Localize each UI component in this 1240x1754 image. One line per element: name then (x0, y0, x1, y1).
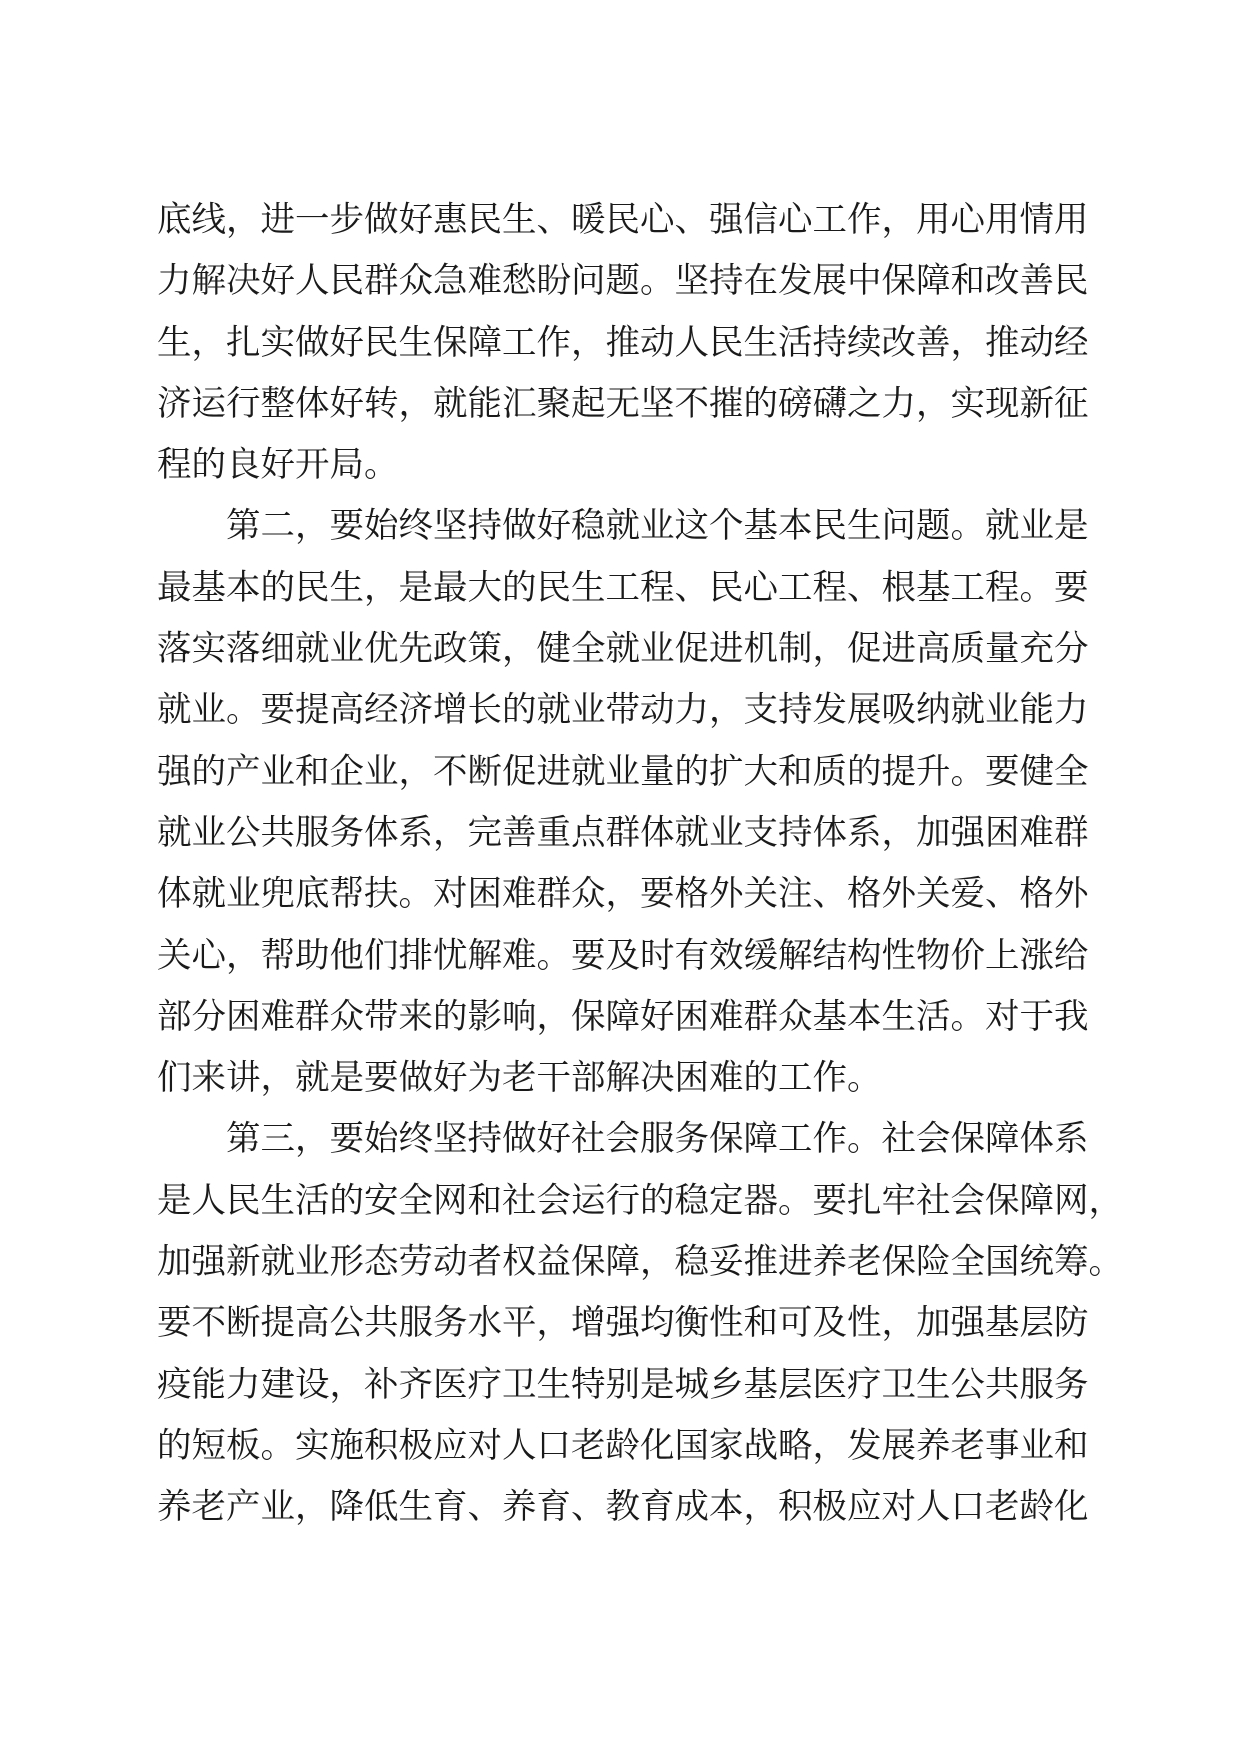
body-text (157, 190, 1123, 1539)
text-line: 加强新就业形态劳动者权益保障，稳妥推进养老保险全国统筹。 (157, 1242, 1123, 1283)
text-line: 养老产业，降低生育、养育、教育成本，积极应对人口老龄化 (157, 1487, 1089, 1528)
text-line: 疫能力建设，补齐医疗卫生特别是城乡基层医疗卫生公共服务 (157, 1364, 1089, 1405)
text-line: 的短板。实施积极应对人口老龄化国家战略，发展养老事业和 (157, 1425, 1089, 1466)
text-line: 部分困难群众带来的影响，保障好困难群众基本生活。对于我 (157, 996, 1089, 1037)
text-line: 生，扎实做好民生保障工作，推动人民生活持续改善，推动经 (157, 322, 1089, 363)
paragraph-start-line: 第三，要始终坚持做好社会服务保障工作。社会保障体系 (226, 1119, 1089, 1160)
text-line: 落实落细就业优先政策，健全就业促进机制，促进高质量充分 (157, 629, 1089, 670)
text-line: 是人民生活的安全网和社会运行的稳定器。要扎牢社会保障网， (157, 1180, 1123, 1221)
text-line: 就业公共服务体系，完善重点群体就业支持体系，加强困难群 (157, 812, 1089, 853)
text-line: 济运行整体好转，就能汇聚起无坚不摧的磅礴之力，实现新征 (157, 383, 1089, 424)
paragraph-start-line: 第二，要始终坚持做好稳就业这个基本民生问题。就业是 (226, 506, 1089, 547)
text-line: 要不断提高公共服务水平，增强均衡性和可及性，加强基层防 (157, 1303, 1089, 1344)
text-line: 就业。要提高经济增长的就业带动力，支持发展吸纳就业能力 (157, 690, 1089, 731)
text-line: 最基本的民生，是最大的民生工程、民心工程、根基工程。要 (157, 567, 1089, 608)
text-line: 们来讲，就是要做好为老干部解决困难的工作。 (157, 1058, 882, 1099)
text-line: 强的产业和企业，不断促进就业量的扩大和质的提升。要健全 (157, 751, 1089, 792)
text-line: 力解决好人民群众急难愁盼问题。坚持在发展中保障和改善民 (157, 261, 1089, 302)
text-line: 底线，进一步做好惠民生、暖民心、强信心工作，用心用情用 (157, 200, 1089, 240)
text-line: 关心，帮助他们排忧解难。要及时有效缓解结构性物价上涨给 (157, 935, 1089, 976)
text-line: 程的良好开局。 (157, 445, 399, 486)
text-line: 体就业兜底帮扶。对困难群众，要格外关注、格外关爱、格外 (157, 874, 1089, 915)
